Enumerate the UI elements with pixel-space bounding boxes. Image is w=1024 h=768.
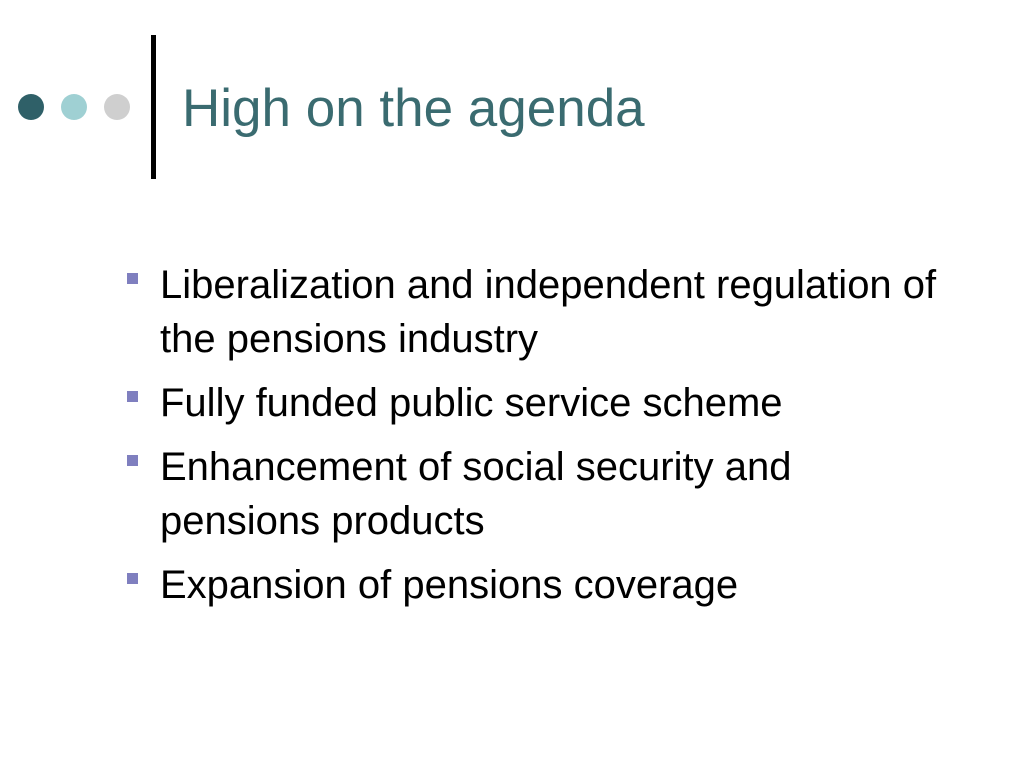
bullet-item — [125, 440, 945, 548]
bullet-list — [125, 258, 945, 622]
bullet-text: Fully funded public service scheme — [160, 381, 783, 425]
square-bullet-icon — [127, 273, 138, 284]
square-bullet-icon — [127, 573, 138, 584]
gray-dot — [104, 94, 130, 120]
square-bullet-icon — [127, 391, 138, 402]
bullet-text: Liberalization and independent regulation of the pensions industry — [160, 263, 937, 361]
square-bullet-icon — [127, 455, 138, 466]
decorative-dots — [18, 94, 133, 120]
slide-title: High on the agenda — [182, 79, 645, 138]
title-divider-line — [151, 35, 156, 179]
bullet-item — [125, 258, 945, 366]
bullet-item — [125, 376, 945, 430]
bullet-item — [125, 558, 945, 612]
bullet-text: Enhancement of social security and pensions products — [160, 445, 792, 543]
bullet-text: Expansion of pensions coverage — [160, 563, 739, 607]
dark-teal-dot — [18, 94, 44, 120]
light-teal-dot — [61, 94, 87, 120]
